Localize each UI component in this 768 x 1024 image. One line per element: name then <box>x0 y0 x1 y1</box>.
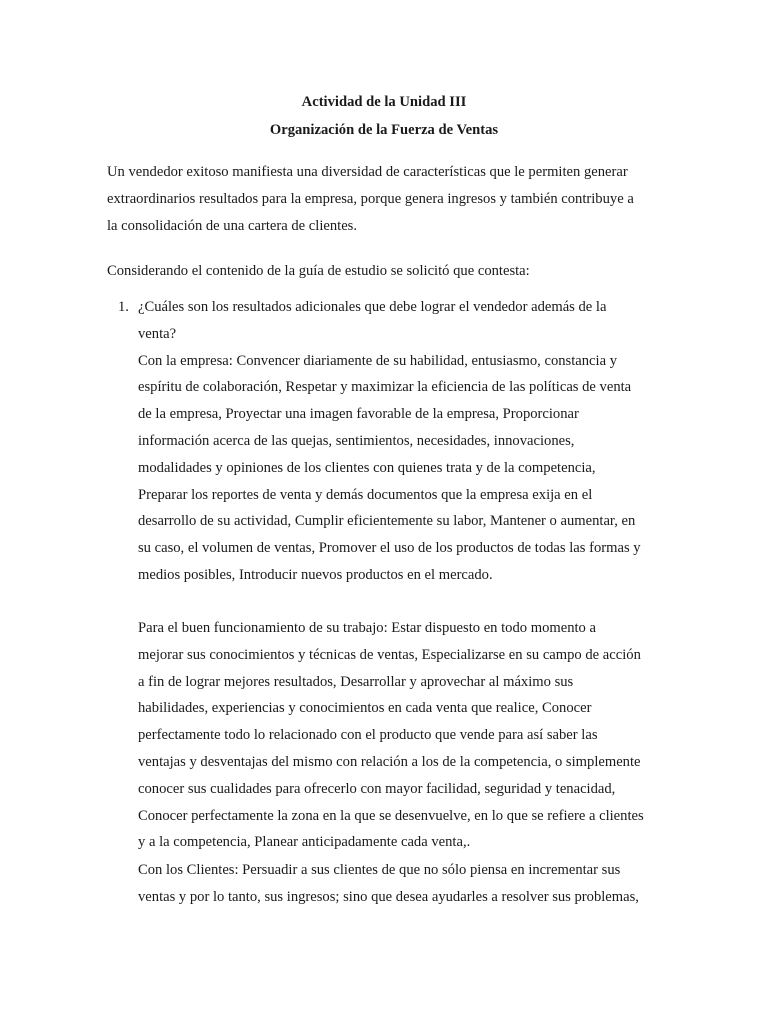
text-line: Considerando el contenido de la guía de estudio se solicitó que contesta: <box>107 263 530 279</box>
work-paragraph <box>138 615 678 856</box>
text-line: habilidades, experiencias y conocimientos en cada venta que realice, Conocer <box>138 700 592 717</box>
text-line: desarrollo de su actividad, Cumplir eficientemente su labor, Mantener o aumentar, en <box>138 513 636 530</box>
document-title: Actividad de la Unidad III <box>301 94 467 110</box>
text-line: Para el buen funcionamiento de su trabajo: Estar dispuesto en todo momento a <box>138 620 596 636</box>
text-line: ventas y por lo tanto, sus ingresos; sino que desea ayudarles a resolver sus problemas, <box>138 888 639 905</box>
text-line: extraordinarios resultados para la empresa, porque genera ingresos y también contribuye a <box>107 190 634 207</box>
text-line: su caso, el volumen de ventas, Promover el uso de los productos de todas las formas y <box>138 540 641 557</box>
considering-paragraph <box>107 258 663 285</box>
text-line: conocer sus cualidades para ofrecerlo con mayor facilidad, seguridad y tenacidad, <box>138 780 616 797</box>
question-1-block <box>138 294 678 589</box>
intro-paragraph <box>107 159 663 239</box>
text-line: perfectamente todo lo relacionado con el producto que vende para así saber las <box>138 727 598 744</box>
text-line: Preparar los reportes de venta y demás documentos que la empresa exija en el <box>138 486 593 503</box>
list-number: 1. <box>118 299 129 315</box>
text-line: medios posibles, Introducir nuevos productos en el mercado. <box>138 566 493 583</box>
text-line: de la empresa, Proyectar una imagen favorable de la empresa, Proporcionar <box>138 406 579 423</box>
text-line: Con la empresa: Convencer diariamente de su habilidad, entusiasmo, constancia y <box>138 352 618 369</box>
text-line: mejorar sus conocimientos y técnicas de ventas, Especializarse en su campo de acción <box>138 646 641 663</box>
text-line: ventajas y desventajas del mismo con relación a los de la competencia, o simplemente <box>138 753 641 770</box>
text-line: Con los Clientes: Persuadir a sus clientes de que no sólo piensa en incrementar sus <box>138 862 621 878</box>
clients-paragraph <box>138 857 678 911</box>
text-line: Un vendedor exitoso manifiesta una diversidad de características que le permiten generar <box>107 164 628 180</box>
text-line: modalidades y opiniones de los clientes con quienes trata y de la competencia, <box>138 459 596 476</box>
text-line: Conocer perfectamente la zona en la que se desenvuelve, en lo que se refiere a clientes <box>138 807 644 824</box>
text-line: venta? <box>138 325 177 342</box>
text-line: información acerca de las quejas, sentimientos, necesidades, innovaciones, <box>138 432 575 449</box>
text-line: ¿Cuáles son los resultados adicionales que debe lograr el vendedor además de la <box>138 299 607 315</box>
text-line: la consolidación de una cartera de clientes. <box>107 217 358 234</box>
text-line: y a la competencia, Planear anticipadamente cada venta,. <box>138 834 471 851</box>
text-line: espíritu de colaboración, Respetar y maximizar la eficiencia de las políticas de venta <box>138 379 632 396</box>
document-subtitle: Organización de la Fuerza de Ventas <box>269 122 499 138</box>
text-line: a fin de lograr mejores resultados, Desarrollar y aprovechar al máximo sus <box>138 673 574 690</box>
